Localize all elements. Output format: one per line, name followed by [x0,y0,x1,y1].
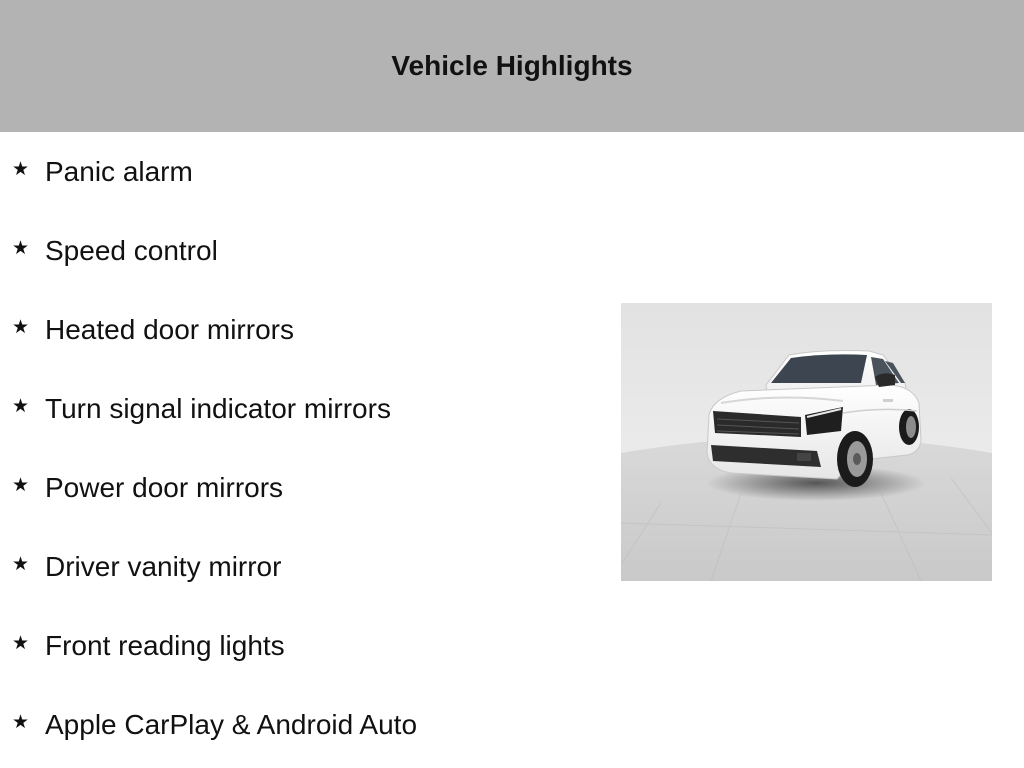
feature-item [12,310,294,350]
feature-label: Heated door mirrors [45,314,294,345]
feature-label: Turn signal indicator mirrors [45,393,391,424]
feature-label: Power door mirrors [45,472,284,503]
star-icon: ★ [12,237,30,259]
feature-item [12,626,285,666]
feature-item [12,152,193,192]
star-icon: ★ [12,316,30,338]
star-icon: ★ [12,474,30,496]
feature-item [12,547,281,587]
suv-image [621,303,992,581]
feature-label: Apple CarPlay & Android Auto [45,709,418,740]
feature-label: Driver vanity mirror [45,551,282,582]
vehicle-photo [621,303,992,581]
feature-item [12,468,283,508]
header-bar [0,0,1024,132]
star-icon: ★ [12,395,30,417]
star-icon: ★ [12,632,30,654]
star-icon: ★ [12,711,30,733]
feature-label: Speed control [45,235,218,266]
star-icon: ★ [12,158,30,180]
feature-item [12,705,417,745]
feature-label: Panic alarm [45,156,193,187]
feature-label: Front reading lights [45,630,285,661]
page-title: Vehicle Highlights [391,50,633,81]
feature-item [12,231,218,271]
feature-item [12,389,391,429]
star-icon: ★ [12,553,30,575]
